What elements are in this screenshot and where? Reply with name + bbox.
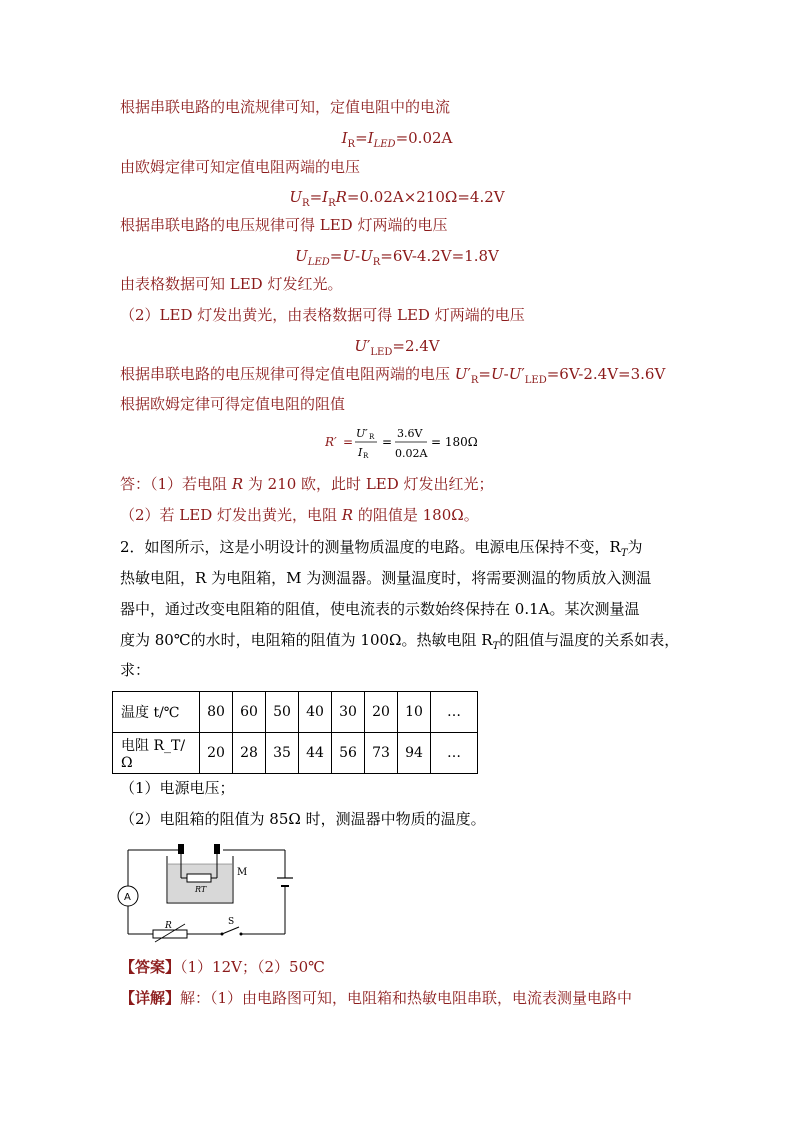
text-line: 根据串联电路的电流规律可知，定值电阻中的电流 <box>120 98 451 116</box>
svg-text:= 180Ω: = 180Ω <box>431 435 478 449</box>
svg-text:3.6V: 3.6V <box>397 427 423 440</box>
table-cell: 20 <box>365 692 398 733</box>
detail-text: 解：（1）由电路图可知，电阻箱和热敏电阻串联，电流表测量电路中 <box>180 989 633 1007</box>
detail-line <box>120 988 632 1008</box>
problem-2-line-3: 器中，通过改变电阻箱的阻值，使电流表的示数始终保持在 0.1A。某次测量温 <box>120 600 640 618</box>
svg-text:R: R <box>165 921 172 931</box>
text-line: 由欧姆定律可知定值电阻两端的电压 <box>120 158 361 176</box>
question-2: （2）电阻箱的阻值为 85Ω 时，测温器中物质的温度。 <box>120 810 486 828</box>
table-cell: 28 <box>233 733 266 774</box>
equation-voltage-r: $U_R=I_RR=0.02A\times 210\Omega=4.2V$ <box>289 188 505 209</box>
svg-text:R: R <box>363 452 369 460</box>
svg-text:=: = <box>343 435 354 449</box>
table-row <box>113 733 478 774</box>
svg-text:=: = <box>382 435 393 449</box>
answer-line-2: （2）若 LED 灯发出黄光，电阻 R 的阻值是 180Ω。 <box>120 506 479 524</box>
table-cell: 40 <box>299 692 332 733</box>
svg-text:U′: U′ <box>356 427 368 440</box>
svg-text:S: S <box>228 917 235 927</box>
equation-voltage-led: $U_{LED}=U-U_R=6V-4.2V=1.8V$ <box>295 247 499 268</box>
table-cell: 44 <box>299 733 332 774</box>
table-header-resistance: 电阻 R_T/Ω <box>113 733 200 774</box>
table-cell: 60 <box>233 692 266 733</box>
table-cell: 35 <box>266 733 299 774</box>
table-cell: … <box>431 733 478 774</box>
svg-text:R: R <box>369 433 375 441</box>
svg-text:A: A <box>124 892 131 903</box>
switch-icon <box>221 917 243 936</box>
svg-text:M: M <box>237 867 248 878</box>
equation-current: $I_R=I_{LED}=0.02A$ <box>341 129 453 150</box>
table-cell: 10 <box>398 692 431 733</box>
table-cell: 73 <box>365 733 398 774</box>
text-line: 根据欧姆定律可得定值电阻的阻值 <box>120 395 346 413</box>
answer-line-1: 答：（1）若电阻 R 为 210 欧，此时 LED 灯发出红光； <box>120 475 494 493</box>
table-cell: 20 <box>200 733 233 774</box>
answer-text: （1）12V；（2）50℃ <box>180 958 325 976</box>
text-line: 根据串联电路的电压规律可得 LED 灯两端的电压 <box>120 216 448 234</box>
svg-text:0.02A: 0.02A <box>395 447 428 460</box>
problem-2-line-5: 求： <box>120 661 151 679</box>
problem-2-line-1: 2．如图所示，这是小明设计的测量物质温度的电路。电源电压保持不变，$R_T$为 <box>120 538 643 559</box>
text-line-voltage-r: 根据串联电路的电压规律可得定值电阻两端的电压 $U'_R=U-U'_{LED}=6V-2.4V=3.6V$ <box>120 365 666 386</box>
detail-tag: 【详解】 <box>120 989 181 1007</box>
table-cell: … <box>431 692 478 733</box>
ammeter-icon <box>118 886 138 906</box>
table-cell: 94 <box>398 733 431 774</box>
table-cell: 56 <box>332 733 365 774</box>
problem-2-line-4: 度为 80℃的水时，电阻箱的阻值为 100Ω。热敏电阻 $R_T$的阻值与温度的关系如表， <box>120 631 680 652</box>
equation-resistance <box>325 424 505 464</box>
svg-text:R′: R′ <box>325 435 337 449</box>
battery-icon <box>277 878 293 886</box>
circuit-diagram <box>115 838 300 948</box>
thermometer-container-icon <box>167 844 247 903</box>
table-header-temperature: 温度 t/℃ <box>113 692 200 733</box>
question-1: （1）电源电压； <box>120 779 235 797</box>
resistance-box-icon <box>153 921 187 942</box>
text-line: 由表格数据可知 LED 灯发红光。 <box>120 275 343 293</box>
svg-text:I: I <box>358 446 363 459</box>
equation-voltage-led-yellow: $U'_{LED}=2.4V$ <box>354 337 440 358</box>
table-cell: 80 <box>200 692 233 733</box>
svg-text:RT: RT <box>195 885 207 894</box>
table-row <box>113 692 478 733</box>
answer-tag: 【答案】 <box>120 958 181 976</box>
table-cell: 30 <box>332 692 365 733</box>
problem-2-line-2: 热敏电阻，R 为电阻箱，M 为测温器。测量温度时，将需要测温的物质放入测温 <box>120 569 652 587</box>
table-cell: 50 <box>266 692 299 733</box>
answer-line <box>120 957 325 977</box>
text-line: （2）LED 灯发出黄光，由表格数据可得 LED 灯两端的电压 <box>120 306 525 324</box>
temperature-resistance-table <box>112 691 478 774</box>
